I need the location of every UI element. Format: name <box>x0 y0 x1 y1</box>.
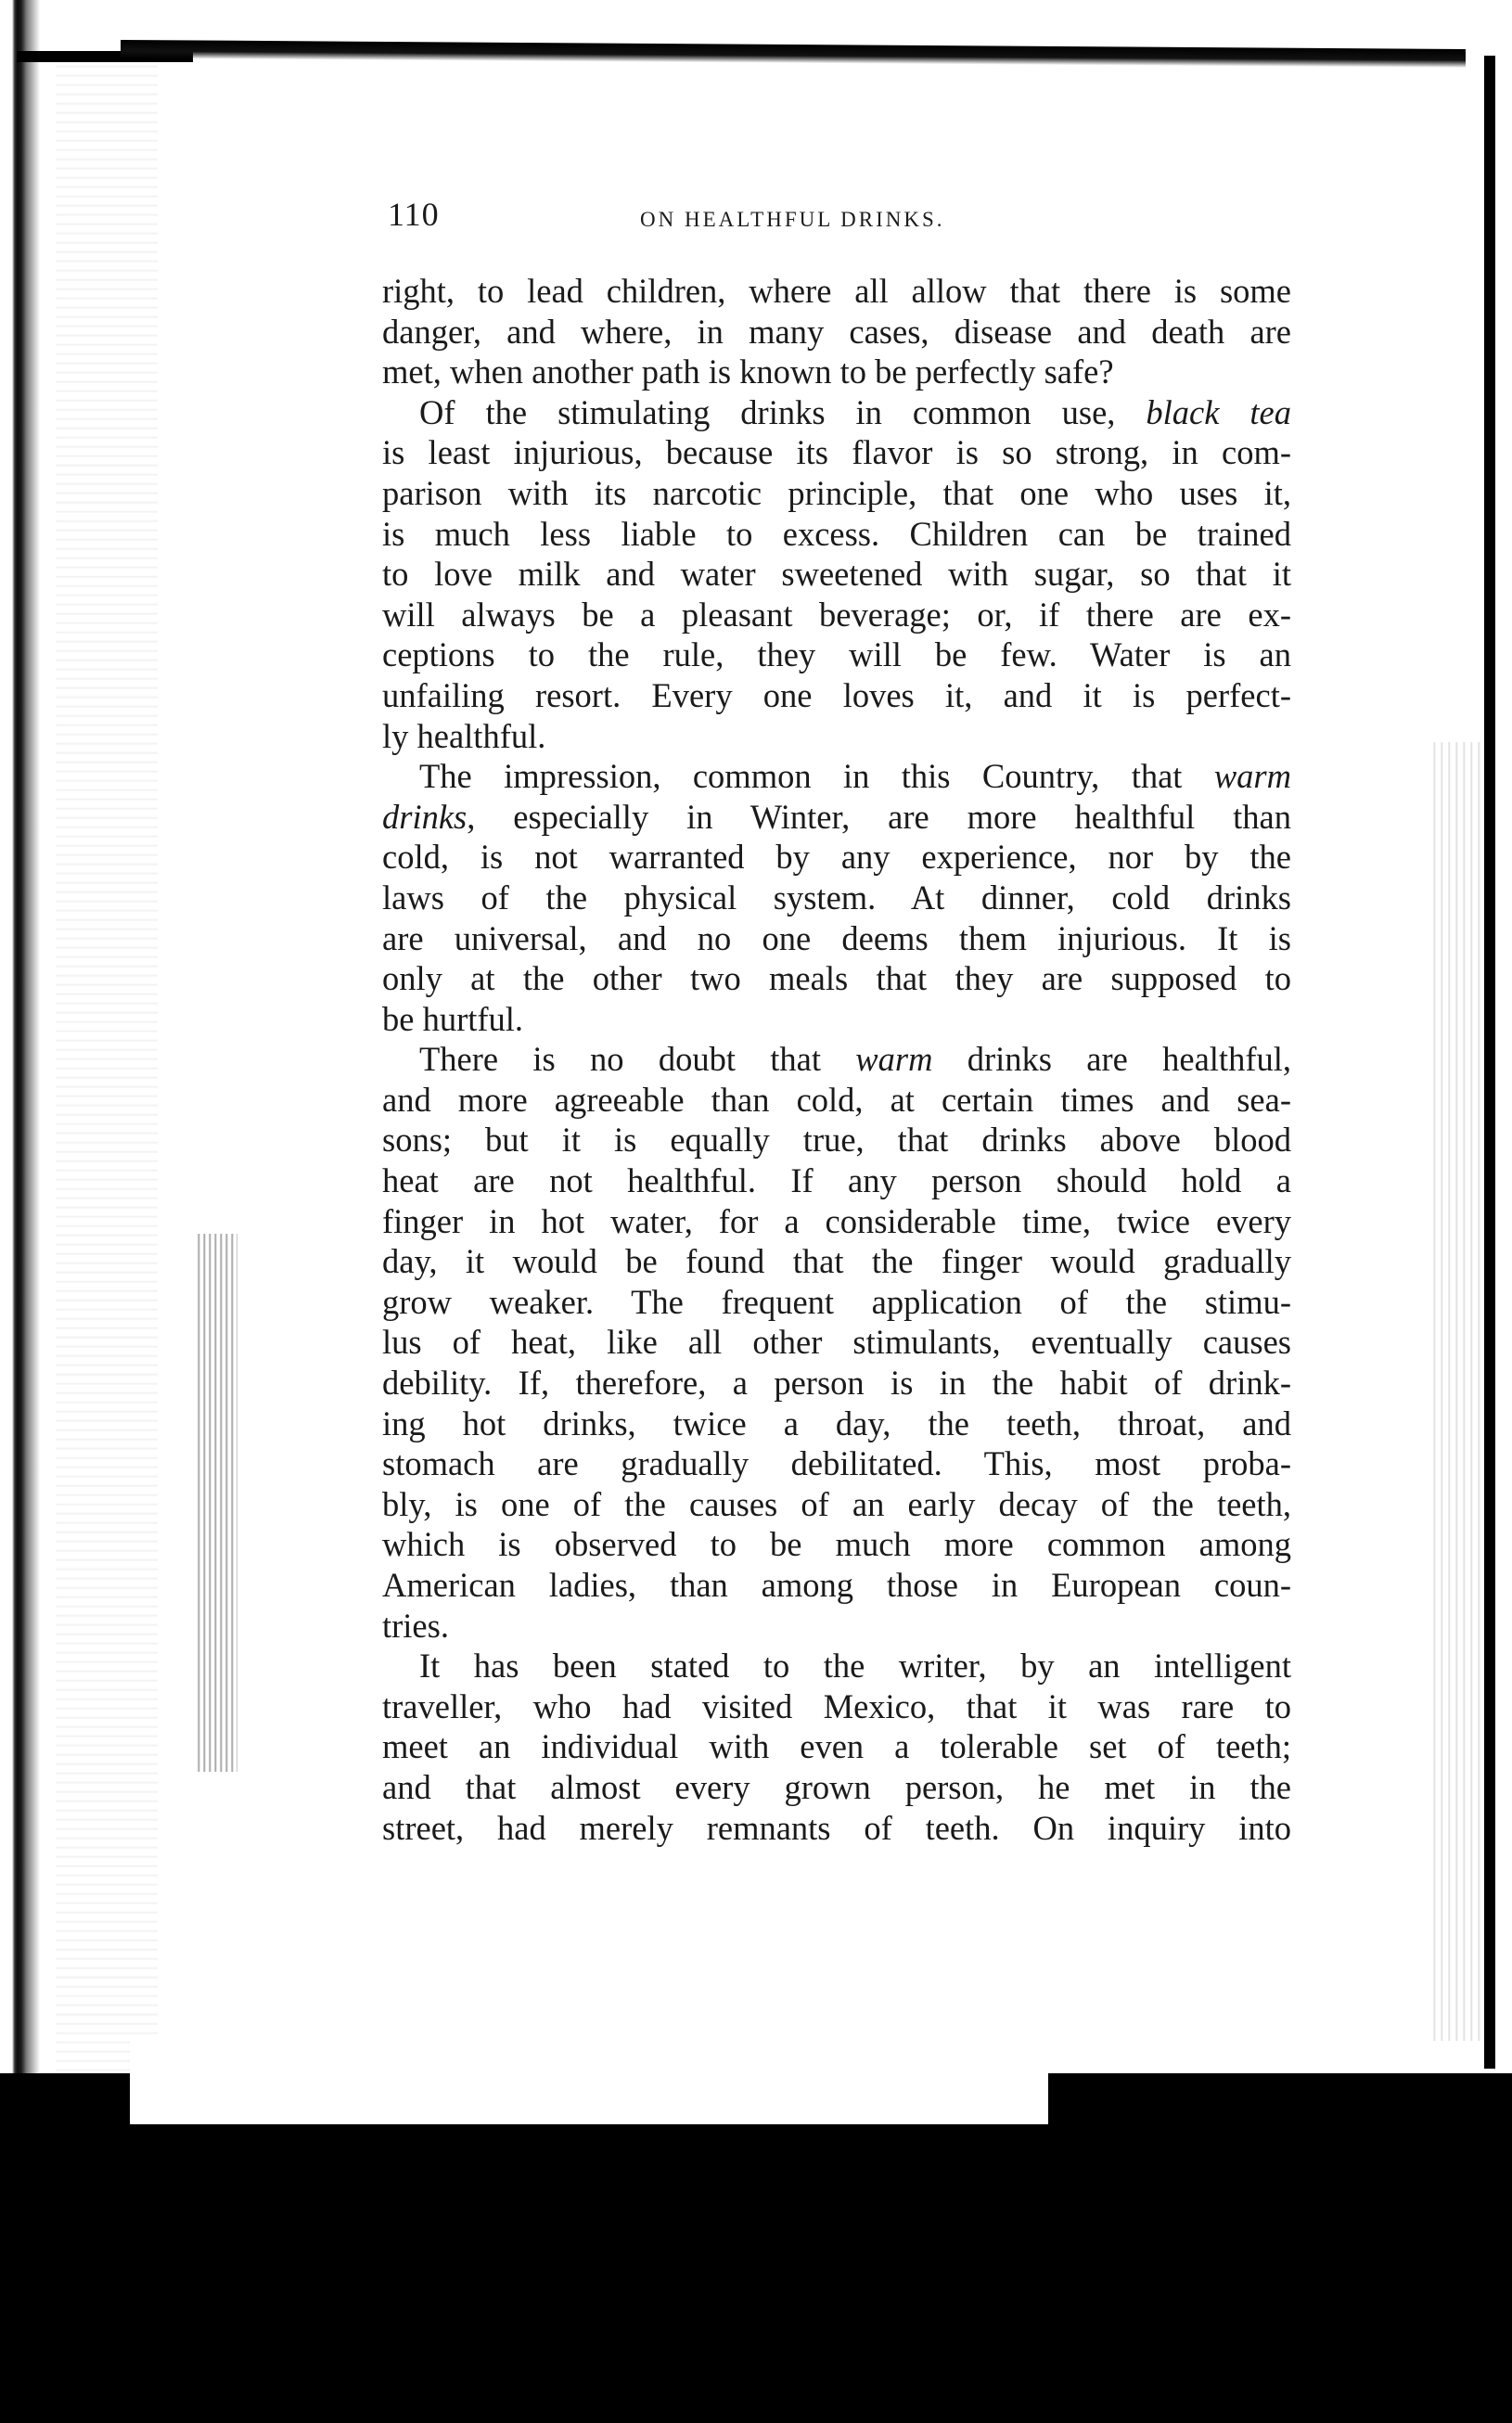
emphasis-warm: warm <box>855 1040 933 1079</box>
text-line: right, to lead children, where all allow that there is some <box>382 272 1291 310</box>
text-line: grow weaker. The frequent application of the stimu- <box>382 1282 1291 1321</box>
text-line: ceptions to the rule, they will be few. Water is an <box>382 635 1291 674</box>
text-line: is much less liable to excess. Children can be trained <box>382 514 1291 553</box>
text-line: laws of the physical system. At dinner, cold drinks <box>382 878 1291 917</box>
scan-streak-left <box>195 1234 237 1772</box>
text-line: stomach are gradually debilitated. This, most proba- <box>382 1444 1291 1483</box>
text-line: It has been stated to the writer, by an intelligent <box>419 1647 1291 1686</box>
text-line: meet an individual with even a tolerable set of teeth; <box>382 1727 1291 1766</box>
body-text <box>382 271 1291 1848</box>
text-line: only at the other two meals that they are supposed to <box>382 959 1291 998</box>
text-line: heat are not healthful. If any person should hold a <box>382 1161 1291 1200</box>
text-line: and more agreeable than cold, at certain times and sea- <box>382 1080 1291 1119</box>
text-line: which is observed to be much more common among <box>382 1525 1291 1564</box>
text-line: Of the stimulating drinks in common use, black tea <box>419 392 1291 431</box>
text-line: tries. <box>382 1606 449 1645</box>
text-line: drinks, especially in Winter, are more healthful than <box>382 797 1291 836</box>
paragraph-4 <box>382 1039 1291 1646</box>
text-line: The impression, common in this Country, that warm <box>419 757 1291 796</box>
text-line: will always be a pleasant beverage; or, if there are ex- <box>382 595 1291 634</box>
page-bottom-margin <box>130 2041 1048 2124</box>
text-line: ly healthful. <box>382 716 546 755</box>
page-number: 110 <box>388 196 440 233</box>
emphasis-drinks: drinks <box>382 797 468 836</box>
text-line: met, when another path is known to be perfectly safe? <box>382 353 1114 391</box>
text-line: bly, is one of the causes of an early decay of the teeth, <box>382 1484 1291 1523</box>
scan-edge-bottom <box>0 2073 1512 2423</box>
text-line: debility. If, therefore, a person is in the habit of drink- <box>382 1364 1291 1403</box>
text-line: traveller, who had visited Mexico, that it was rare to <box>382 1686 1291 1725</box>
scan-edge-right <box>1484 56 1495 2069</box>
text-line: unfailing resort. Every one loves it, and it is perfect- <box>382 675 1291 714</box>
page-header <box>382 195 1291 250</box>
emphasis-warm: warm <box>1213 757 1291 796</box>
text-line: danger, and where, in many cases, disease and death are <box>382 312 1291 351</box>
text-line: parison with its narcotic principle, that one who uses it, <box>382 473 1291 512</box>
text-line: American ladies, than among those in European coun- <box>382 1566 1291 1604</box>
text-line: lus of heat, like all other stimulants, eventually causes <box>382 1323 1291 1362</box>
scan-noise-right <box>1429 742 1484 2041</box>
text-line: to love milk and water sweetened with sugar, so that it <box>382 555 1291 594</box>
text-line: finger in hot water, for a considerable time, twice every <box>382 1201 1291 1240</box>
text-line: day, it would be found that the finger would gradually <box>382 1242 1291 1281</box>
text-line: and that almost every grown person, he met in the <box>382 1767 1291 1806</box>
text-line: ing hot drinks, twice a day, the teeth, throat, and <box>382 1404 1291 1442</box>
text-line: street, had merely remnants of teeth. On inquiry into <box>382 1808 1291 1847</box>
paragraph-1 <box>382 271 1291 392</box>
paragraph-2 <box>382 392 1291 756</box>
text-line: There is no doubt that warm drinks are healthful, <box>419 1040 1291 1079</box>
text-line: be hurtful. <box>382 999 524 1038</box>
text-line: is least injurious, because its flavor is so strong, in com- <box>382 433 1291 472</box>
paragraph-3 <box>382 756 1291 1039</box>
scan-edge-bottom-notch <box>1048 2085 1484 2122</box>
text-line: are universal, and no one deems them injurious. It is <box>382 918 1291 957</box>
paragraph-5 <box>382 1646 1291 1848</box>
running-head: ON HEALTHFUL DRINKS. <box>640 208 945 231</box>
scan-edge-top <box>121 40 1466 68</box>
scan-noise-left <box>56 56 158 2328</box>
book-page <box>382 195 1291 1848</box>
text-line: cold, is not warranted by any experience, nor by the <box>382 838 1291 877</box>
text-line: sons; but it is equally true, that drinks above blood <box>382 1121 1291 1160</box>
emphasis-black-tea: black tea <box>1146 392 1291 431</box>
